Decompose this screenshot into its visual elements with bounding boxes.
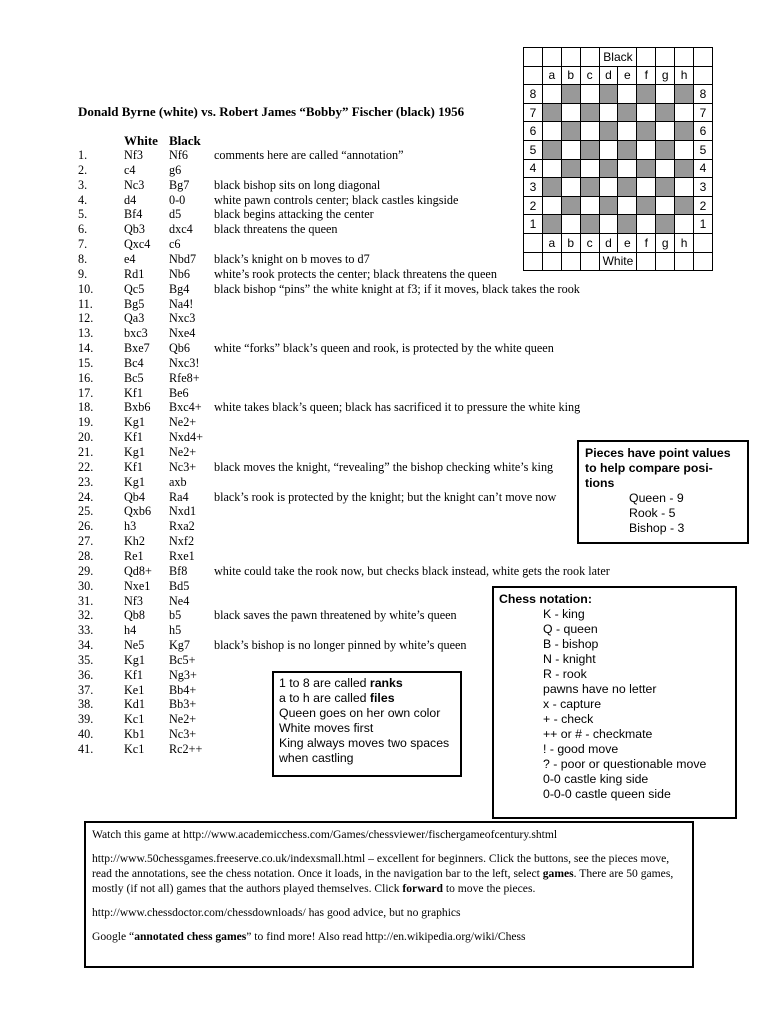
board-corner (561, 252, 580, 271)
black-move: 0-0 (169, 192, 186, 207)
rule-line: Queen goes on her own color (279, 706, 441, 720)
white-move: Qb3 (124, 222, 145, 237)
light-square (637, 215, 656, 234)
ranks-files-box (272, 671, 462, 777)
white-move: Bg5 (124, 296, 145, 311)
white-move: Kg1 (124, 474, 145, 489)
dark-square (637, 196, 656, 215)
move-number: 40. (78, 727, 94, 742)
point-value-item: Queen - 9 (629, 491, 684, 505)
move-annotation: white pawn controls center; black castles kingside (214, 192, 459, 207)
move-number: 9. (78, 266, 88, 281)
white-move: h3 (124, 519, 137, 534)
move-annotation: white “forks” black’s queen and rook, is protected by the white queen (214, 341, 554, 356)
rule-line: King always moves two spaces (279, 736, 450, 750)
dark-square (618, 178, 637, 197)
dark-square (580, 215, 599, 234)
board-corner (694, 252, 713, 271)
move-number: 33. (78, 623, 94, 638)
notation-item: x - capture (543, 697, 602, 711)
white-move: Kh2 (124, 534, 145, 549)
light-square (561, 140, 580, 159)
file-label: d (599, 66, 618, 85)
move-number: 39. (78, 712, 94, 727)
rank-label: 4 (694, 159, 713, 178)
white-move: Kf1 (124, 667, 143, 682)
white-move: e4 (124, 251, 136, 266)
light-square (618, 85, 637, 104)
black-move: Ng3+ (169, 667, 197, 682)
light-square (675, 178, 694, 197)
light-square (599, 140, 618, 159)
black-move: g6 (169, 162, 182, 177)
notation-item: R - rook (543, 667, 587, 681)
rule-line: when castling (279, 751, 354, 765)
move-annotation: white’s rook protects the center; black threatens the queen (214, 266, 497, 281)
move-annotation: black saves the pawn threatened by white’s queen (214, 608, 457, 623)
light-square (599, 103, 618, 122)
notation-item: ! - good move (543, 742, 619, 756)
white-move: Qxc4 (124, 237, 151, 252)
black-move: Nf6 (169, 148, 188, 162)
move-number: 8. (78, 251, 88, 266)
black-move: Nxf2 (169, 534, 195, 549)
rank-label: 7 (524, 103, 543, 122)
white-move: Qd8+ (124, 563, 152, 578)
white-move: Ne5 (124, 638, 145, 653)
move-number: 24. (78, 489, 94, 504)
black-move: Bg4 (169, 281, 190, 296)
board-corner (694, 48, 713, 67)
white-move: Kf1 (124, 430, 143, 445)
board-corner (656, 48, 675, 67)
board-side-label: Black (599, 48, 637, 67)
black-column-header: Black (169, 133, 201, 148)
white-move: Ke1 (124, 682, 145, 697)
black-move: dxc4 (169, 222, 193, 237)
board-corner (542, 48, 561, 67)
dark-square (656, 215, 675, 234)
move-number: 36. (78, 667, 94, 682)
move-number: 17. (78, 385, 94, 400)
dark-square (561, 196, 580, 215)
light-square (561, 178, 580, 197)
board-corner (656, 252, 675, 271)
move-annotation: black threatens the queen (214, 222, 338, 237)
light-square (675, 215, 694, 234)
white-move: Re1 (124, 548, 144, 563)
board-corner (675, 48, 694, 67)
dark-square (542, 140, 561, 159)
light-square (542, 159, 561, 178)
move-number: 19. (78, 415, 94, 430)
notation-item: N - knight (543, 652, 596, 666)
light-square (675, 140, 694, 159)
dark-square (599, 85, 618, 104)
light-square (637, 103, 656, 122)
board-side-label: White (599, 252, 637, 271)
board-corner (694, 66, 713, 85)
board-corner (694, 233, 713, 252)
rank-label: 5 (694, 140, 713, 159)
dark-square (542, 215, 561, 234)
notation-item: ? - poor or questionable move (543, 757, 707, 771)
google-paragraph: Google “annotated chess games” to find more! Also read http://en.wikipedia.org/wiki/Chess (92, 930, 526, 943)
dark-square (542, 178, 561, 197)
move-annotation: comments here are called “annotation” (214, 148, 404, 162)
light-square (618, 122, 637, 141)
light-square (561, 103, 580, 122)
board-corner (580, 48, 599, 67)
board-corner (675, 252, 694, 271)
black-move: Nxc3! (169, 355, 200, 370)
move-number: 16. (78, 370, 94, 385)
dark-square (637, 85, 656, 104)
move-annotation: black begins attacking the center (214, 207, 374, 222)
white-move: Qc5 (124, 281, 145, 296)
file-label: g (656, 233, 675, 252)
move-annotation: black’s knight on b moves to d7 (214, 251, 370, 266)
white-column-header: White (124, 133, 158, 148)
black-move: Bd5 (169, 578, 190, 593)
dark-square (675, 159, 694, 178)
point-value-item: Bishop - 3 (629, 521, 685, 535)
board-corner (637, 252, 656, 271)
white-move: Nf3 (124, 148, 143, 162)
move-number: 4. (78, 192, 88, 207)
white-move: Nxe1 (124, 578, 151, 593)
white-move: Qa3 (124, 311, 145, 326)
dark-square (580, 103, 599, 122)
notation-item: + - check (543, 712, 594, 726)
white-move: Kc1 (124, 742, 145, 756)
black-move: b5 (169, 608, 182, 623)
move-number: 22. (78, 459, 94, 474)
point-values-heading-line: to help compare posi- (585, 461, 713, 475)
white-move: d4 (124, 192, 137, 207)
move-number: 23. (78, 474, 94, 489)
move-number: 2. (78, 162, 88, 177)
dark-square (561, 122, 580, 141)
black-move: Nbd7 (169, 251, 197, 266)
light-square (675, 103, 694, 122)
dark-square (599, 122, 618, 141)
move-number: 14. (78, 341, 94, 356)
move-annotation: black bishop “pins” the white knight at f3; if it moves, black takes the rook (214, 281, 580, 296)
dark-square (580, 140, 599, 159)
white-move: Bc4 (124, 355, 144, 370)
white-move: Qb4 (124, 489, 145, 504)
move-annotation: black bishop sits on long diagonal (214, 177, 381, 192)
ranks-bold: ranks (369, 676, 403, 690)
move-number: 20. (78, 430, 94, 445)
dark-square (561, 159, 580, 178)
white-move: Kb1 (124, 727, 145, 742)
white-move: Kf1 (124, 385, 143, 400)
file-label: h (675, 233, 694, 252)
rank-label: 1 (694, 215, 713, 234)
dark-square (580, 178, 599, 197)
black-move: Nxd4+ (169, 430, 203, 445)
black-move: Rxe1 (169, 548, 195, 563)
move-number: 1. (78, 148, 88, 162)
white-move: Nc3 (124, 177, 145, 192)
rank-label: 5 (524, 140, 543, 159)
white-move: Kd1 (124, 697, 145, 712)
black-move: Nc3+ (169, 727, 197, 742)
white-move: Qxb6 (124, 504, 152, 519)
chessdoctor-paragraph: http://www.chessdoctor.com/chessdownloads/ has good advice, but no graphics (92, 906, 461, 919)
dark-square (656, 103, 675, 122)
light-square (656, 159, 675, 178)
move-number: 13. (78, 326, 94, 341)
move-number: 10. (78, 281, 94, 296)
light-square (599, 215, 618, 234)
light-square (599, 178, 618, 197)
links-box (84, 821, 694, 968)
dark-square (561, 85, 580, 104)
file-label: h (675, 66, 694, 85)
move-annotation: black’s bishop is no longer pinned by white’s queen (214, 638, 467, 653)
academicchess-link-paragraph: Watch this game at http://www.academicchess.com/Games/chessviewer/fischergameofcentury.shtml (92, 828, 558, 841)
white-move: h4 (124, 623, 137, 638)
notation-item: pawns have no letter (543, 682, 657, 696)
black-move: Bf8 (169, 563, 188, 578)
black-move: c6 (169, 237, 181, 252)
white-move: Nf3 (124, 593, 143, 608)
dark-square (618, 103, 637, 122)
move-number: 32. (78, 608, 94, 623)
black-move: Ra4 (169, 489, 189, 504)
file-label: a (542, 233, 561, 252)
dark-square (656, 178, 675, 197)
light-square (580, 122, 599, 141)
move-number: 25. (78, 504, 94, 519)
point-value-item: Rook - 5 (629, 506, 676, 520)
light-square (637, 140, 656, 159)
notation-item: 0-0-0 castle queen side (543, 787, 671, 801)
white-move: Bxe7 (124, 341, 150, 356)
rank-label: 4 (524, 159, 543, 178)
light-square (580, 159, 599, 178)
white-move: Rd1 (124, 266, 145, 281)
black-move: Ne2+ (169, 445, 197, 459)
black-move: Ne2+ (169, 415, 197, 430)
move-number: 7. (78, 237, 88, 252)
dark-square (675, 196, 694, 215)
dark-square (618, 140, 637, 159)
light-square (542, 122, 561, 141)
white-move: Bf4 (124, 207, 143, 222)
move-number: 5. (78, 207, 88, 222)
light-square (618, 196, 637, 215)
file-label: c (580, 66, 599, 85)
rank-label: 1 (524, 215, 543, 234)
rank-label: 3 (524, 178, 543, 197)
move-number: 15. (78, 355, 94, 370)
black-move: Rc2++ (169, 742, 203, 756)
black-move: Bb4+ (169, 682, 197, 697)
black-move: Ne4 (169, 593, 190, 608)
black-move: Bb3+ (169, 697, 197, 712)
move-number: 26. (78, 519, 94, 534)
black-move: Be6 (169, 385, 189, 400)
files-bold: files (369, 691, 395, 705)
file-label: e (618, 233, 637, 252)
white-move: Kg1 (124, 445, 145, 459)
white-move: Qb8 (124, 608, 145, 623)
move-number: 31. (78, 593, 94, 608)
move-annotation: black’s rook is protected by the knight; but the knight can’t move now (214, 489, 557, 504)
dark-square (542, 103, 561, 122)
rank-label: 2 (524, 196, 543, 215)
file-label: f (637, 66, 656, 85)
black-move: d5 (169, 207, 182, 222)
white-move: Kc1 (124, 712, 145, 727)
black-move: Ne2+ (169, 712, 197, 727)
black-move: Nb6 (169, 266, 190, 281)
black-move: Nxe4 (169, 326, 196, 341)
board-corner (580, 252, 599, 271)
black-move: Nxd1 (169, 504, 197, 519)
move-number: 29. (78, 563, 94, 578)
light-square (580, 85, 599, 104)
white-move: Bc5 (124, 370, 144, 385)
point-values-heading-line: Pieces have point values (585, 446, 731, 460)
files-text: a to h are called (279, 691, 370, 705)
black-move: Kg7 (169, 638, 190, 653)
file-label: f (637, 233, 656, 252)
light-square (618, 159, 637, 178)
file-label: d (599, 233, 618, 252)
file-label: b (561, 233, 580, 252)
chess-board (523, 47, 713, 271)
point-values-box (577, 440, 749, 544)
notation-item: 0-0 castle king side (543, 772, 649, 786)
move-annotation: white takes black’s queen; black has sacrificed it to pressure the white king (214, 400, 581, 415)
notation-item: K - king (543, 607, 585, 621)
black-move: Na4! (169, 296, 194, 311)
black-move: axb (169, 474, 187, 489)
black-move: Nc3+ (169, 459, 197, 474)
rank-label: 8 (524, 85, 543, 104)
file-label: e (618, 66, 637, 85)
notation-item: Q - queen (543, 622, 598, 636)
file-label: b (561, 66, 580, 85)
dark-square (675, 122, 694, 141)
board-corner (524, 48, 543, 67)
notation-heading: Chess notation: (499, 592, 592, 606)
light-square (561, 215, 580, 234)
black-move: Bxc4+ (169, 400, 202, 415)
move-number: 28. (78, 548, 94, 563)
move-number: 41. (78, 742, 94, 756)
white-move: bxc3 (124, 326, 148, 341)
dark-square (599, 196, 618, 215)
board-corner (524, 66, 543, 85)
move-number: 18. (78, 400, 94, 415)
dark-square (618, 215, 637, 234)
white-move: Kf1 (124, 459, 143, 474)
light-square (542, 196, 561, 215)
file-label: c (580, 233, 599, 252)
dark-square (675, 85, 694, 104)
dark-square (637, 122, 656, 141)
move-number: 35. (78, 652, 94, 667)
light-square (656, 196, 675, 215)
move-number: 21. (78, 445, 94, 459)
ranks-text: 1 to 8 are called (279, 676, 370, 690)
move-number: 11. (78, 296, 93, 311)
move-number: 6. (78, 222, 88, 237)
move-number: 3. (78, 177, 88, 192)
board-corner (637, 48, 656, 67)
white-move: Kg1 (124, 652, 145, 667)
rank-label: 8 (694, 85, 713, 104)
rule-line: White moves first (279, 721, 374, 735)
50chessgames-paragraph: http://www.50chessgames.freeserve.co.uk/indexsmall.html – excellent for beginners. Click the buttons, see the pieces move, read the annotations, see the chess notation. Once it loads, in the navigation bar to the left, select games. There are 50 games, mostly (if not all) games that the authors played themselves. Click forward to move the pieces. (92, 852, 674, 895)
move-number: 30. (78, 578, 94, 593)
rank-label: 6 (694, 122, 713, 141)
move-number: 37. (78, 682, 94, 697)
notation-box (492, 586, 737, 819)
black-move: Bc5+ (169, 652, 196, 667)
white-move: Bxb6 (124, 400, 151, 415)
light-square (637, 178, 656, 197)
game-title: Donald Byrne (white) vs. Robert James “Bobby” Fischer (black) 1956 (78, 104, 465, 119)
light-square (542, 85, 561, 104)
move-number: 27. (78, 534, 94, 549)
black-move: Nxc3 (169, 311, 196, 326)
dark-square (599, 159, 618, 178)
rank-label: 3 (694, 178, 713, 197)
rank-label: 2 (694, 196, 713, 215)
white-move: Kg1 (124, 415, 145, 430)
move-annotation: white could take the rook now, but checks black instead, white gets the rook later (214, 563, 610, 578)
board-corner (561, 48, 580, 67)
black-move: Rxa2 (169, 519, 195, 534)
move-number: 38. (78, 697, 94, 712)
black-move: Rfe8+ (169, 370, 200, 385)
board-corner (524, 252, 543, 271)
black-move: Qb6 (169, 341, 190, 356)
white-move: c4 (124, 162, 136, 177)
board-corner (542, 252, 561, 271)
move-annotation: black moves the knight, “revealing” the bishop checking white’s king (214, 459, 554, 474)
notation-item: ++ or # - checkmate (543, 727, 653, 741)
board-corner (524, 233, 543, 252)
dark-square (656, 140, 675, 159)
rank-label: 6 (524, 122, 543, 141)
notation-item: B - bishop (543, 637, 599, 651)
move-number: 12. (78, 311, 94, 326)
move-number: 34. (78, 638, 94, 653)
file-label: g (656, 66, 675, 85)
light-square (580, 196, 599, 215)
black-move: h5 (169, 623, 182, 638)
point-values-heading-line: tions (585, 476, 615, 490)
light-square (656, 85, 675, 104)
black-move: Bg7 (169, 177, 190, 192)
rank-label: 7 (694, 103, 713, 122)
file-label: a (542, 66, 561, 85)
light-square (656, 122, 675, 141)
dark-square (637, 159, 656, 178)
